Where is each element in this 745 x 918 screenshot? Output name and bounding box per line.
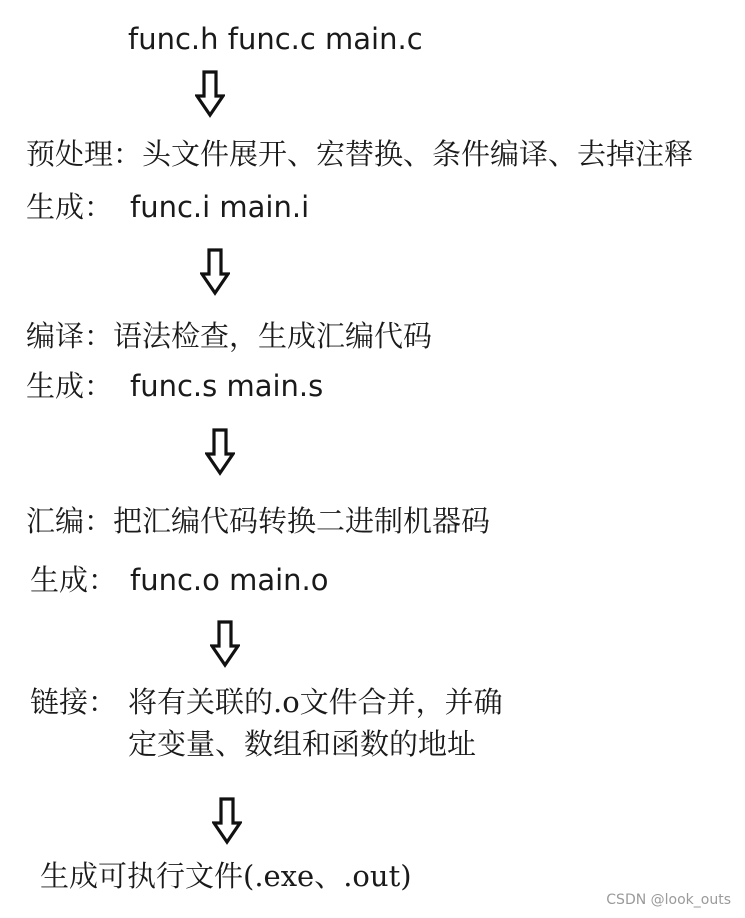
down-arrow-icon [195,70,225,118]
preprocess-output-files: func.i main.i [130,190,310,224]
preprocess-step-title: 预处理：头文件展开、宏替换、条件编译、去掉注释 [26,137,694,171]
assemble-step-title: 汇编：把汇编代码转换二进制机器码 [26,504,491,538]
preprocess-output-label: 生成： [26,190,114,224]
watermark: CSDN @look_outs [606,892,731,908]
link-step-description-line1: 将有关联的.o文件合并，并确 [128,685,503,719]
compile-output-label: 生成： [26,369,114,403]
down-arrow-icon [210,620,240,668]
final-output: 生成可执行文件(.exe、.out) [40,859,412,893]
assemble-output-files: func.o main.o [130,563,329,597]
link-step-label: 链接： [30,685,118,719]
source-files: func.h func.c main.c [128,22,423,56]
assemble-output-label: 生成： [30,563,118,597]
down-arrow-icon [212,797,242,845]
link-step-description-line2: 定变量、数组和函数的地址 [128,727,477,761]
compile-step-title: 编译：语法检查，生成汇编代码 [26,319,433,353]
down-arrow-icon [205,428,235,476]
compile-output-files: func.s main.s [130,369,324,403]
down-arrow-icon [200,248,230,296]
